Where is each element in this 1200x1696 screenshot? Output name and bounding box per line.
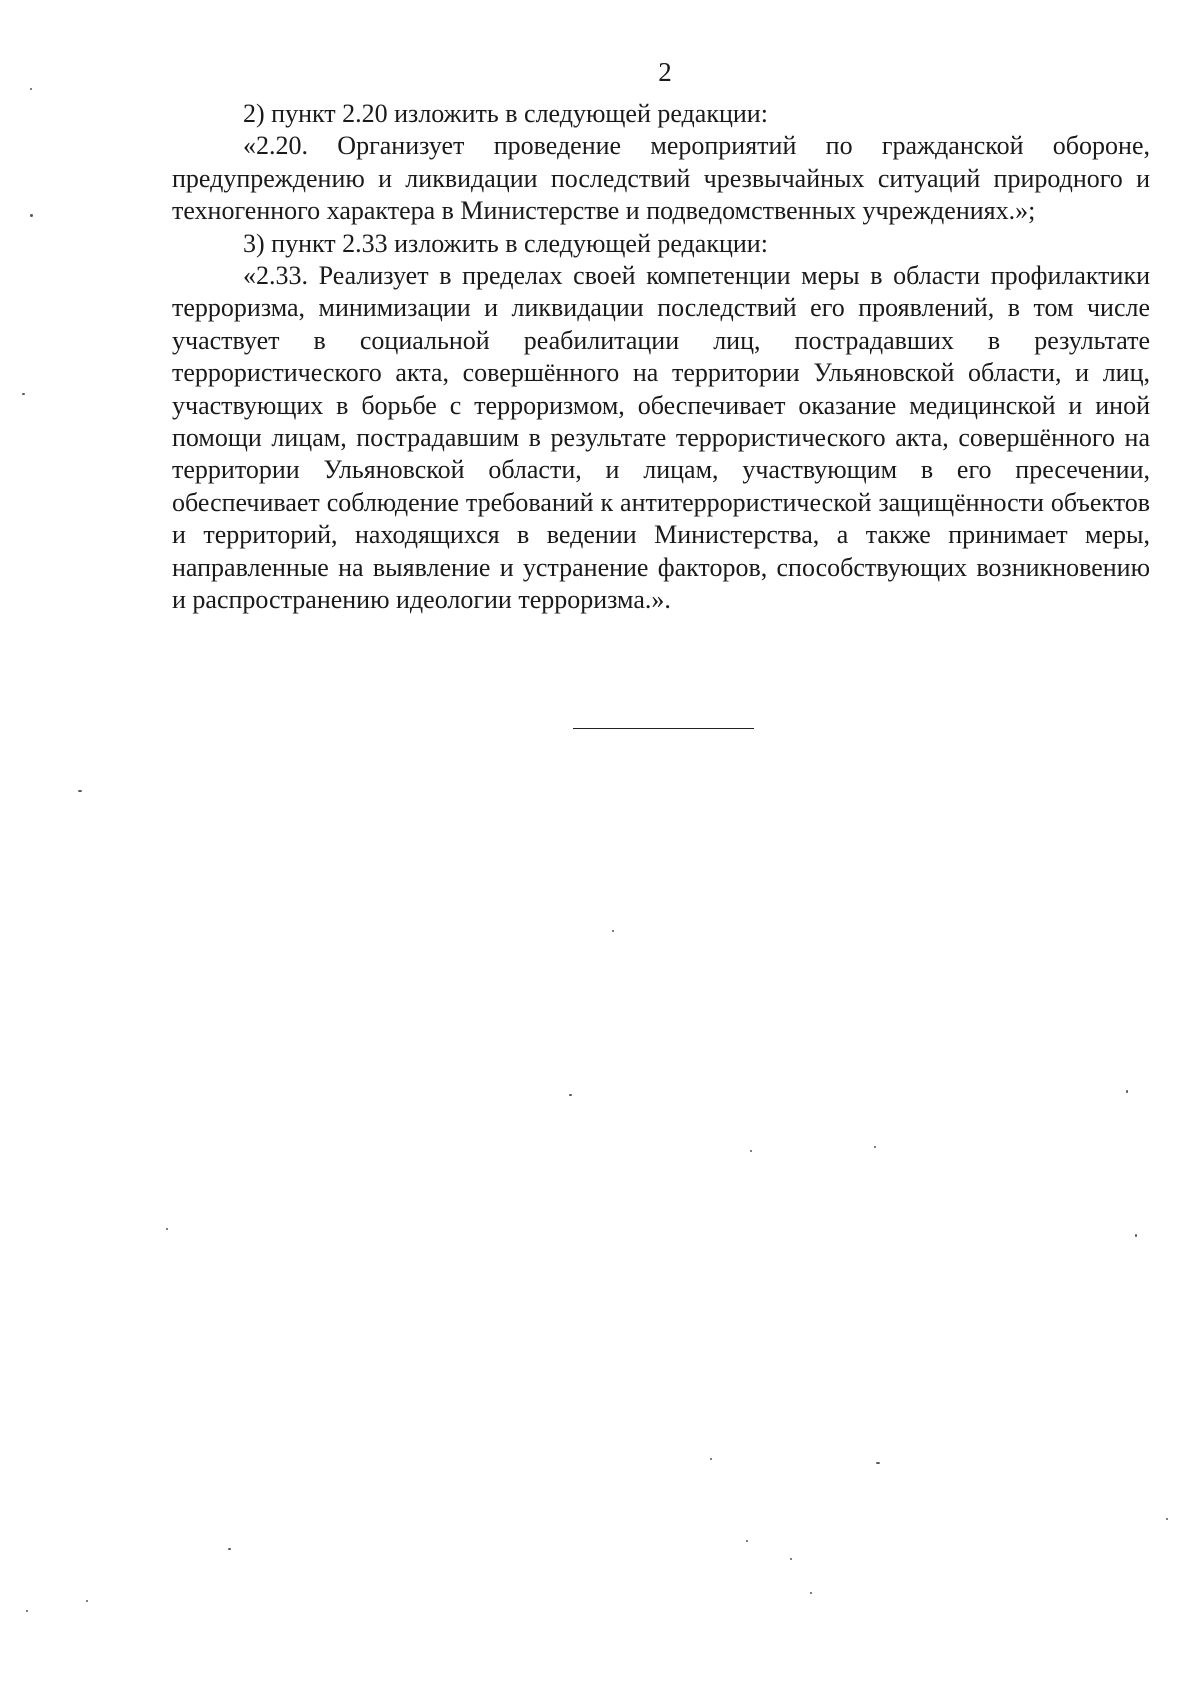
scan-speck <box>710 1458 712 1460</box>
scan-speck <box>22 393 25 395</box>
scan-speck <box>790 1558 792 1560</box>
paragraph-clause-2-20: «2.20. Организует проведение мероприятий по гражданской обороне, предупреждению и ликвидации последствий чрезвычайных ситуаций природного и техногенного характера в Министерстве и подведомственных учреждениях.»; <box>172 131 1150 226</box>
paragraph-item-3: 3) пункт 2.33 изложить в следующей редакции: <box>243 228 768 258</box>
scan-speck <box>30 214 33 217</box>
page-number: 2 <box>658 57 672 87</box>
document-body <box>172 98 1150 617</box>
paragraph-clause-2-33: «2.33. Реализует в пределах своей компетенции меры в области профилактики терроризма, минимизации и ликвидации последствий его проявлений, в том числе участвует в социальной реабилитации лиц, пострадавших в результате террористического акта, совершённого на территории Ульяновской области, и лиц, участвующих в борьбе с терроризмом, обеспечивает оказание медицинской и иной помощи лицам, пострадавшим в результате террористического акта, совершённого на территории Ульяновской области, и лицам, участвующим в его пресечении, обеспечивает соблюдение требований к антитеррористической защищённости объектов и территорий, находящихся в ведении Министерства, а также принимает меры, направленные на выявление и устранение факторов, способствующих возникновению и распространению идеологии терроризма.». <box>172 261 1150 615</box>
scan-speck <box>750 1150 752 1152</box>
scan-speck <box>1135 1234 1137 1237</box>
scan-speck <box>30 88 32 90</box>
scan-speck <box>78 790 82 792</box>
end-separator-line <box>573 728 754 729</box>
scan-speck <box>746 1540 748 1542</box>
scan-speck <box>810 1592 812 1594</box>
scan-speck <box>26 1610 28 1612</box>
scan-speck <box>1126 1090 1128 1093</box>
scan-speck <box>612 930 614 932</box>
scan-speck <box>228 1548 231 1550</box>
scan-speck <box>569 1094 572 1096</box>
paragraph-item-2: 2) пункт 2.20 изложить в следующей редакции: <box>243 99 768 128</box>
scan-speck <box>876 1462 880 1464</box>
scan-speck <box>874 1146 876 1148</box>
scan-speck <box>166 1228 168 1230</box>
scan-speck <box>1166 1518 1168 1520</box>
scan-speck <box>86 1600 88 1602</box>
